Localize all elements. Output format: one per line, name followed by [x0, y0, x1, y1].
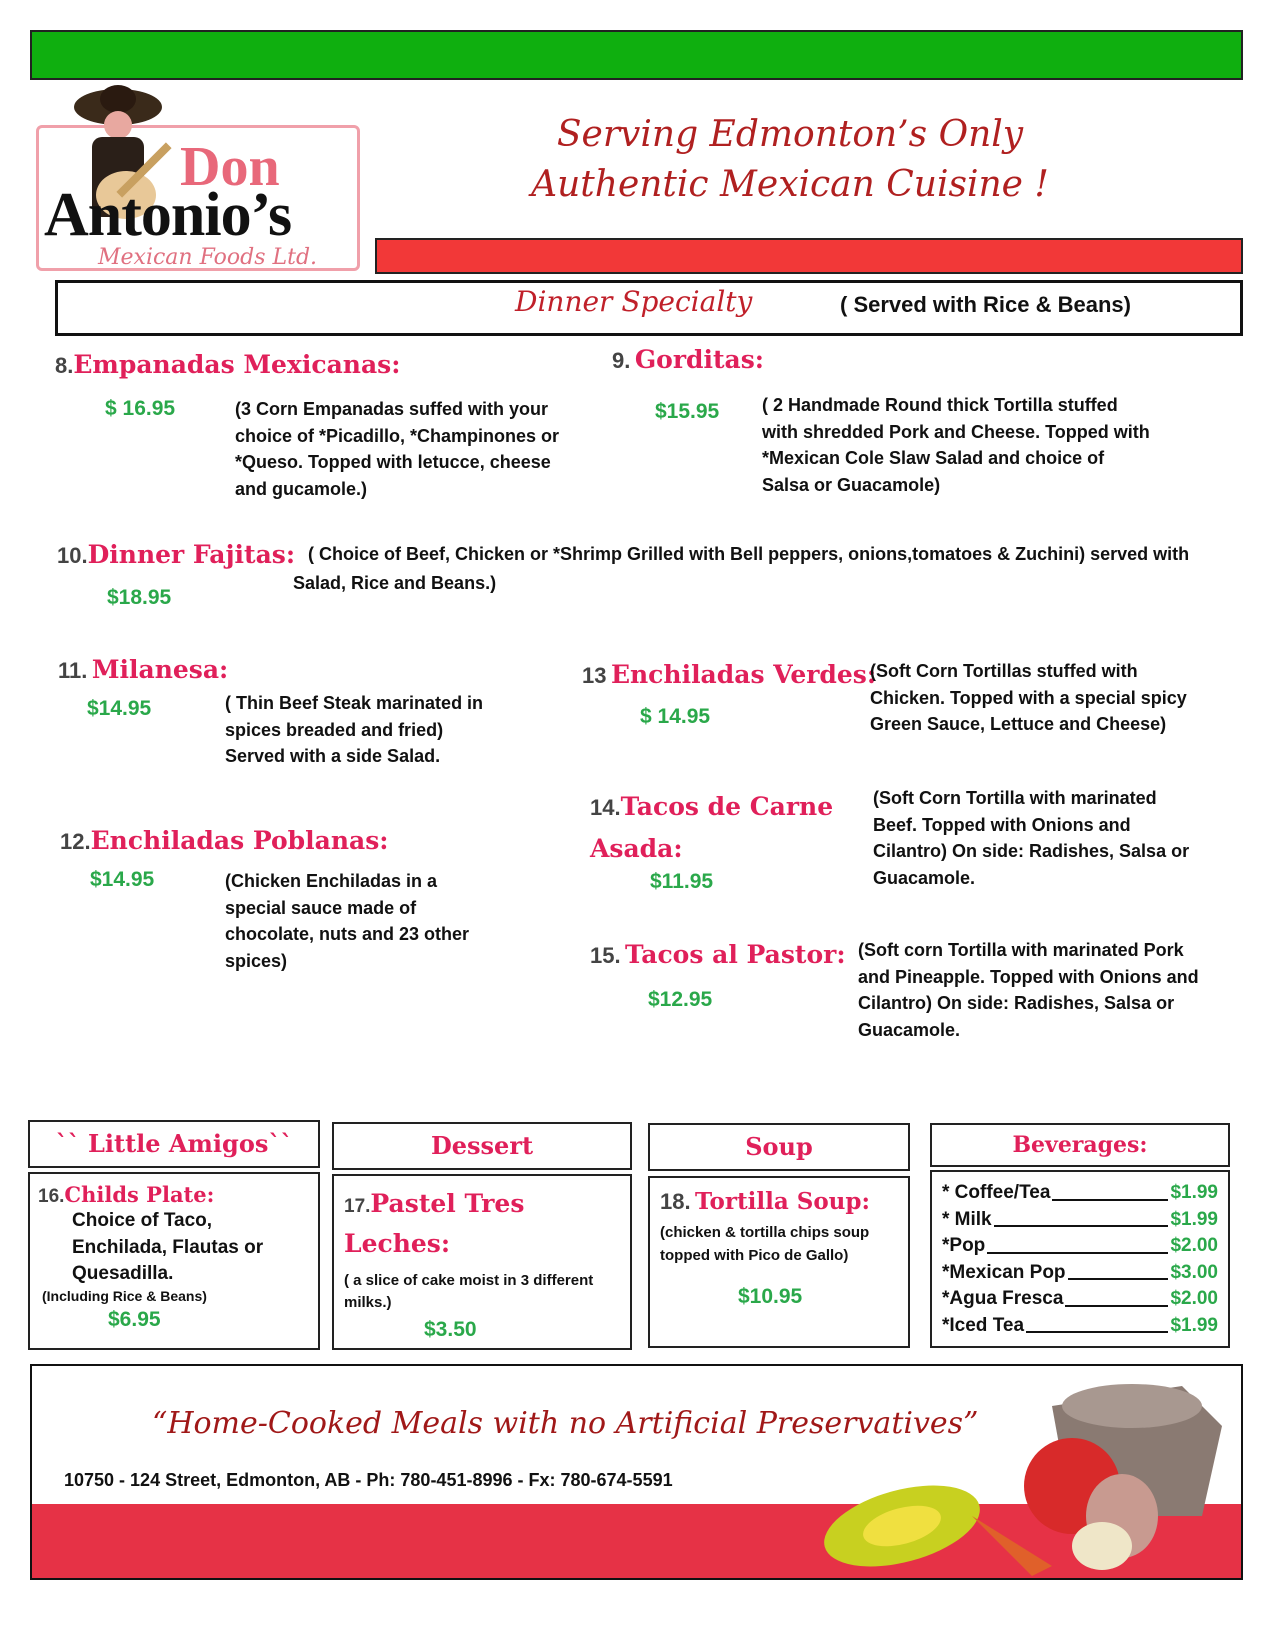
menu-item-10: [57, 540, 295, 569]
menu-item-15: [590, 940, 846, 969]
section-title: Beverages:: [1012, 1132, 1148, 1158]
menu-item-11: [58, 655, 228, 684]
beverage-name: *Iced Tea: [942, 1314, 1025, 1336]
beverage-row: [942, 1313, 1218, 1340]
item-name: Tacos de Carne Asada:: [590, 792, 834, 863]
soup-box: [648, 1176, 910, 1348]
tagline-line2: Authentic Mexican Cuisine !: [531, 164, 1049, 205]
item-price: $10.95: [738, 1285, 803, 1308]
beverage-price: $2.00: [1170, 1288, 1218, 1309]
item-description: (Soft corn Tortilla with marinated Pork and Pineapple. Topped with Onions and Cilantro) On side: Radishes, Salsa or Guacamole.: [858, 940, 1199, 1040]
little-amigos-box: [28, 1172, 320, 1350]
item-number: 18.: [660, 1189, 691, 1214]
beverage-name: *Pop: [942, 1235, 986, 1256]
beverage-row: [942, 1286, 1218, 1313]
item-description: (Soft Corn Tortillas stuffed with Chicken. Topped with a special spicy Green Sauce, Lettuce and Cheese): [870, 661, 1187, 734]
item-price: $ 16.95: [105, 397, 176, 420]
item-number: 14.: [590, 795, 621, 820]
beverage-name: *Mexican Pop: [942, 1261, 1066, 1283]
item-description: ( Thin Beef Steak marinated in spices breaded and fried) Served with a side Salad.: [225, 693, 484, 766]
item-note: (Including Rice & Beans): [42, 1287, 207, 1304]
item-number: 13: [582, 663, 607, 688]
beverage-name: *Agua Fresca: [942, 1288, 1064, 1309]
item-price: $12.95: [648, 988, 713, 1011]
beverage-row: [942, 1207, 1218, 1234]
dinner-specialty-note: ( Served with Rice & Beans): [840, 292, 1131, 317]
footer-address: 10750 - 124 Street, Edmonton, AB - Ph: 780-451-8996 - Fx: 780-674-5591: [64, 1470, 673, 1490]
item-name: Childs Plate:: [64, 1182, 215, 1207]
beverage-row: [942, 1180, 1218, 1207]
item-price: $3.50: [424, 1318, 477, 1341]
beverage-price: $1.99: [1170, 1314, 1218, 1336]
beverage-price: $3.00: [1170, 1261, 1218, 1283]
tagline-line1: Serving Edmonton’s Only: [556, 114, 1024, 155]
logo: [30, 85, 370, 275]
item-number: 11.: [58, 658, 88, 683]
beverages-box: [930, 1170, 1230, 1348]
item-description: ( Choice of Beef, Chicken or *Shrimp Grilled with Bell peppers, onions,tomatoes & Zuchini) served with Salad, Rice and Beans.): [293, 544, 1190, 593]
item-number: 8.: [55, 353, 74, 378]
item-number: 10.: [57, 543, 88, 568]
item-number: 12.: [60, 829, 91, 854]
item-price: $14.95: [87, 697, 152, 720]
section-title: `` Little Amigos``: [55, 1129, 293, 1158]
item-name: Pastel Tres Leches:: [344, 1189, 525, 1258]
item-name: Dinner Fajitas:: [87, 540, 296, 569]
logo-subtitle: Mexican Foods Ltd.: [98, 245, 318, 270]
footer-quote: “Home-Cooked Meals with no Artificial Preservatives”: [152, 1406, 979, 1441]
item-price: $11.95: [650, 870, 714, 893]
item-name: Enchiladas Verdes:: [610, 660, 877, 689]
section-title: Soup: [745, 1132, 813, 1161]
dinner-specialty-title: Dinner Specialty: [515, 285, 753, 318]
item-number: 16.: [38, 1186, 65, 1207]
dessert-header: [332, 1122, 632, 1170]
item-description: (Soft Corn Tortilla with marinated Beef. Topped with Onions and Cilantro) On side: Radishes, Salsa or Guacamole.: [873, 788, 1190, 888]
footer: [30, 1364, 1243, 1580]
item-price: $ 14.95: [640, 705, 711, 728]
menu-item-8: [55, 350, 400, 379]
item-description: ( 2 Handmade Round thick Tortilla stuffed with shredded Pork and Cheese. Topped with *Mexican Cole Slaw Salad and choice of Salsa or Guacamole): [762, 395, 1150, 495]
little-amigos-header: [28, 1120, 320, 1168]
item-number: 9.: [612, 348, 631, 373]
item-name: Empanadas Mexicanas:: [73, 350, 401, 379]
logo-antonios: Antonio’s: [44, 181, 292, 249]
item-description: ( a slice of cake moist in 3 different milks.): [344, 1272, 594, 1311]
item-price: $14.95: [90, 868, 155, 891]
section-title: Dessert: [430, 1131, 534, 1160]
item-price: $18.95: [107, 586, 172, 609]
beverage-price: $1.99: [1170, 1208, 1218, 1230]
beverage-price: $2.00: [1170, 1235, 1218, 1256]
logo-don: Don: [180, 136, 280, 198]
menu-item-14: [590, 788, 850, 872]
beverage-row: [942, 1233, 1218, 1260]
beverage-price: $1.99: [1170, 1182, 1218, 1203]
beverages-header: [930, 1123, 1230, 1167]
red-banner: [375, 238, 1243, 274]
item-number: 17.: [344, 1196, 371, 1217]
item-name: Tortilla Soup:: [695, 1188, 870, 1215]
item-description: (chicken & tortilla chips soup topped with Pico de Gallo): [660, 1224, 870, 1264]
item-number: 15.: [590, 943, 621, 968]
soup-header: [648, 1123, 910, 1171]
green-banner: [30, 30, 1243, 80]
beverage-name: * Coffee/Tea: [942, 1182, 1051, 1203]
item-description: (Chicken Enchiladas in a special sauce made of chocolate, nuts and 23 other spices): [225, 871, 470, 971]
beverage-name: * Milk: [942, 1208, 992, 1230]
item-name: Enchiladas Poblanas:: [90, 826, 389, 855]
item-price: $6.95: [108, 1307, 161, 1331]
menu-item-12: [60, 826, 389, 855]
beverage-row: [942, 1260, 1218, 1287]
vegetables-mortar-icon: [822, 1366, 1242, 1580]
tagline: [480, 110, 1100, 210]
item-name: Milanesa:: [91, 655, 229, 684]
item-description: Choice of Taco, Enchilada, Flautas or Quesadilla.: [72, 1210, 264, 1284]
item-name: Tacos al Pastor:: [625, 940, 846, 969]
menu-item-13: [582, 660, 876, 689]
menu-item-9: [612, 345, 764, 374]
item-description: (3 Corn Empanadas suffed with your choice of *Picadillo, *Champinones or *Queso. Topped with letucce, cheese and gucamole.): [235, 399, 560, 499]
item-name: Gorditas:: [634, 345, 765, 374]
dessert-box: [332, 1174, 632, 1350]
item-price: $15.95: [655, 400, 720, 423]
